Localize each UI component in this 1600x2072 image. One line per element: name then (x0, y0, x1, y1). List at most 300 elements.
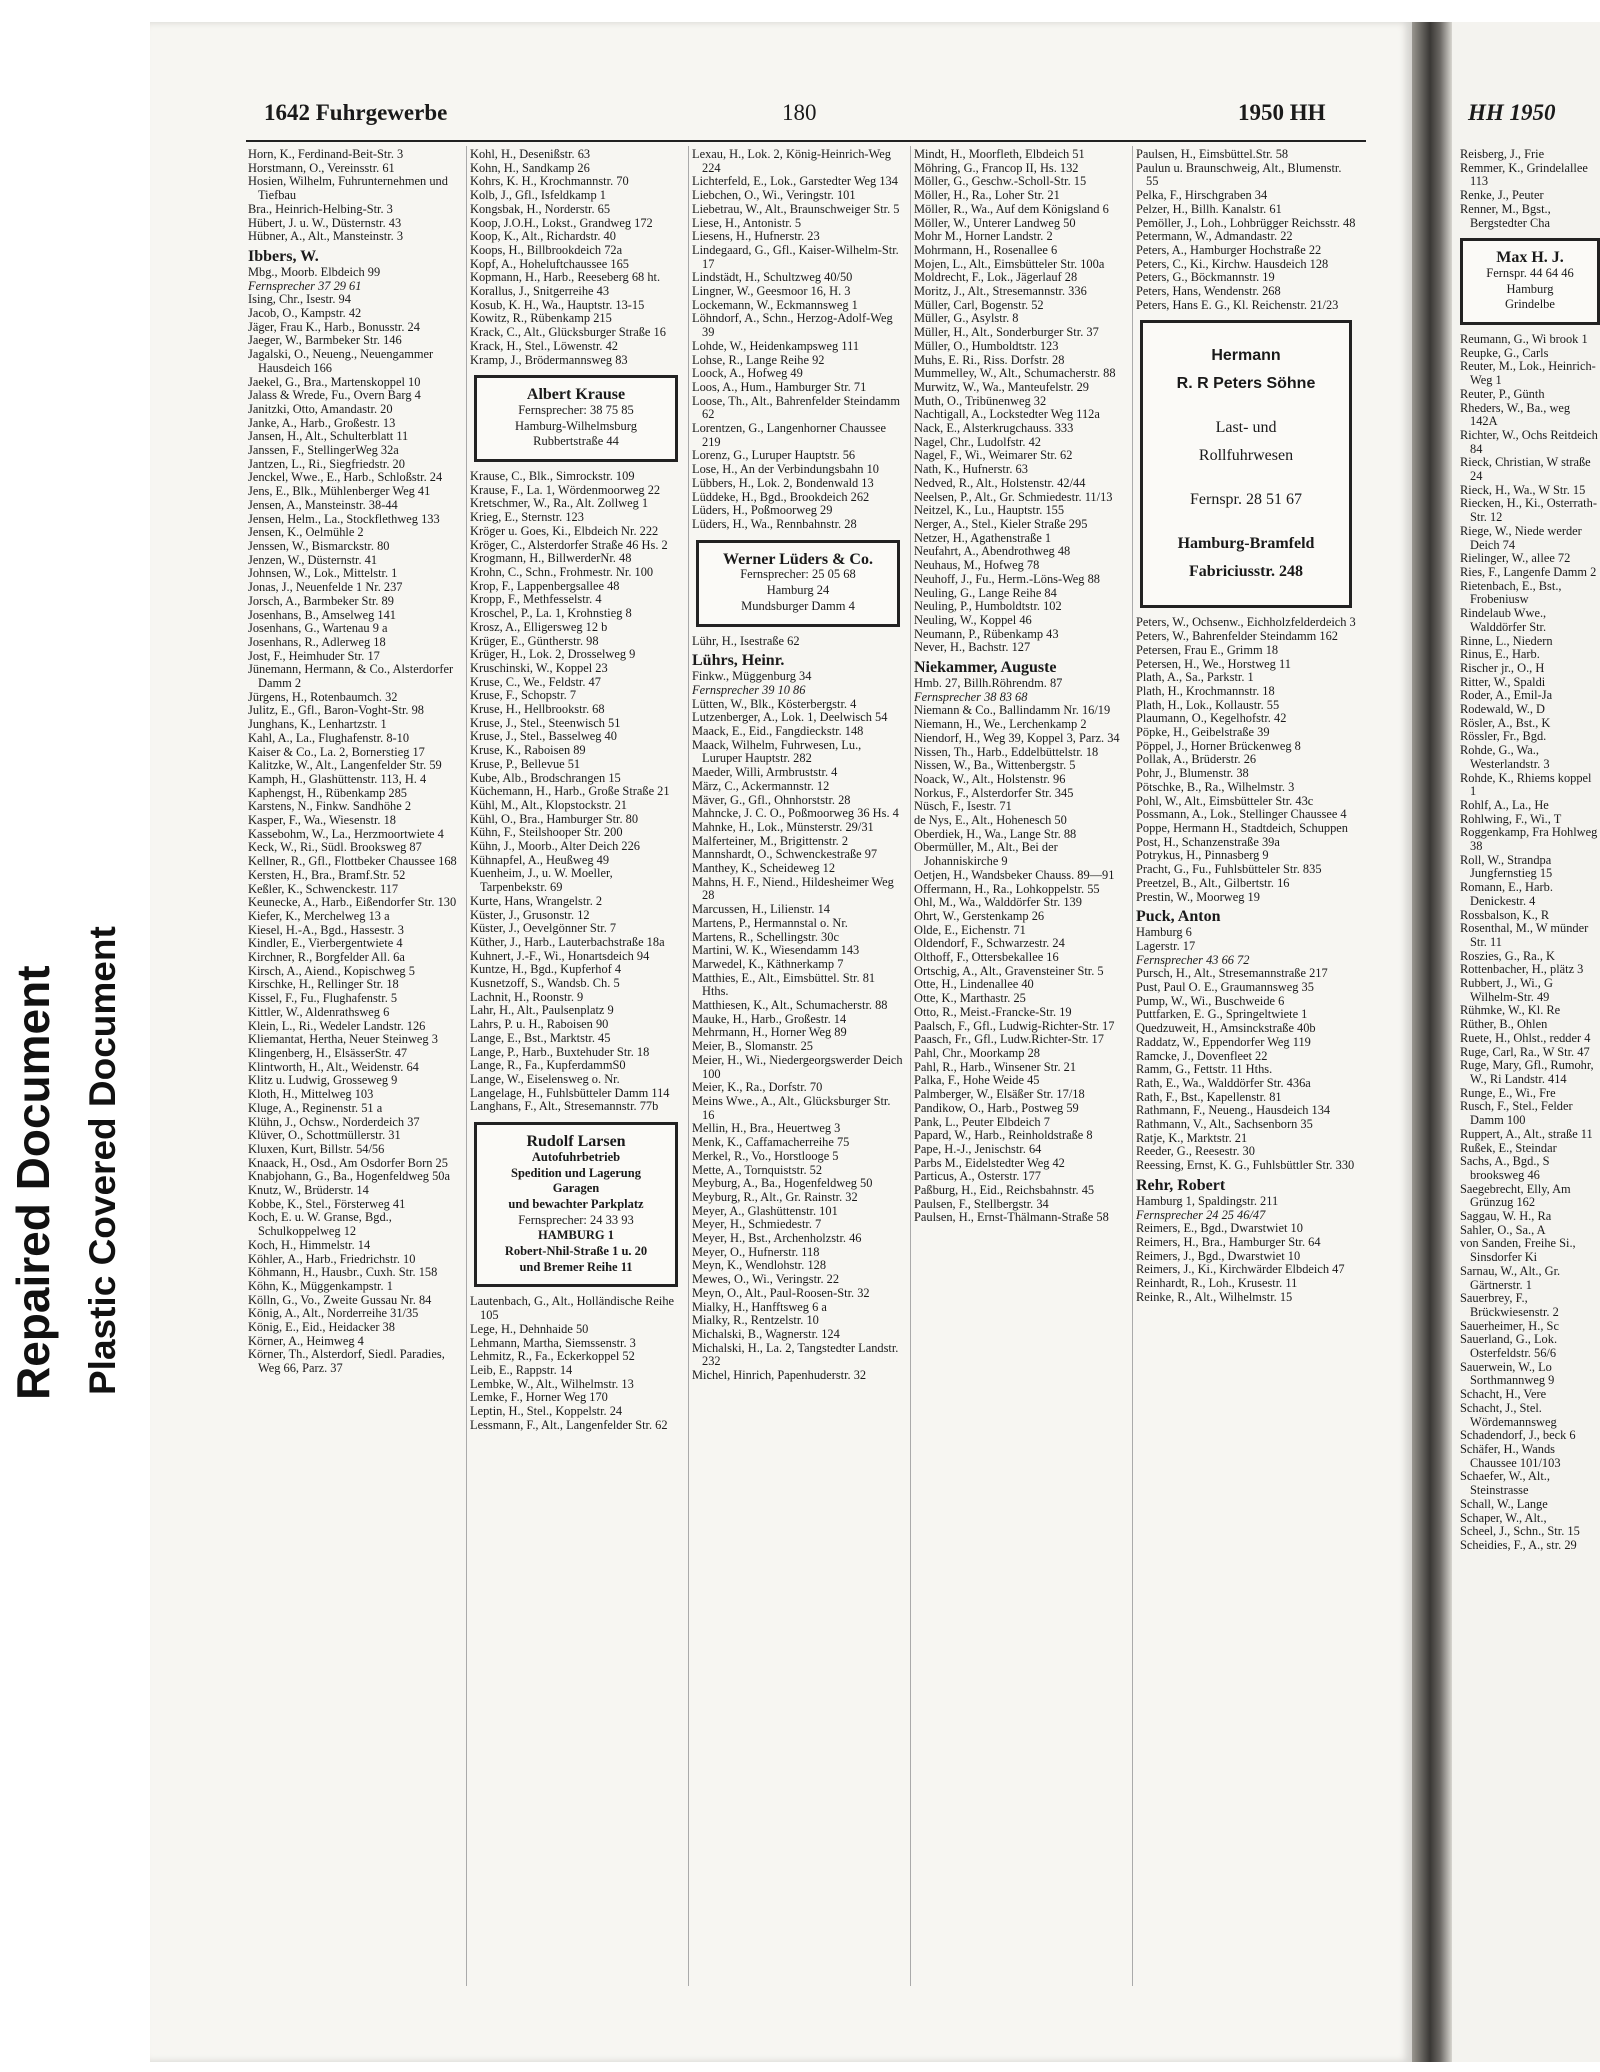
ad-street: Robert-Nhil-Straße 1 u. 20 (504, 1244, 648, 1259)
directory-entry: Sarnau, W., Alt., Gr. Gärtnerstr. 1 (1460, 1263, 1561, 1292)
directory-entry: Keck, W., Ri., Südl. Brooksweg 87 (248, 840, 422, 855)
directory-entry: Körner, Th., Alsterdorf, Siedl. Paradies, Weg 66, Parz. 37 (248, 1347, 445, 1376)
directory-entry: Riege, W., Niede werder Deich 74 (1460, 523, 1582, 552)
directory-entry: Netzer, H., Agathenstraße 1 (914, 530, 1052, 545)
directory-entry: Mummelley, W., Alt., Schumacherstr. 88 (914, 366, 1116, 381)
directory-entry: Körner, A., Heimweg 4 (248, 1333, 364, 1348)
directory-entry: Kiefer, K., Merchelweg 13 a (248, 908, 390, 923)
directory-entry: Meyburg, A., Ba., Hogenfeldweg 50 (692, 1176, 873, 1191)
directory-entry: Jagalski, O., Neueng., Neuengammer Hausdeich 166 (248, 347, 434, 375)
directory-entry: Horstmann, O., Vereinsstr. 61 (248, 160, 395, 175)
directory-entry: Schaefer, W., Alt., Steinstrasse (1460, 1469, 1551, 1498)
directory-entry: Schacht, J., Stel. Wördemannsweg (1460, 1400, 1557, 1429)
directory-entry: Paulun u. Braunschweig, Alt., Blumenstr. 55 (1136, 160, 1342, 189)
directory-entry: Koch, E. u. W. Granse, Bgd., Schulkoppelweg 12 (248, 1210, 392, 1239)
directory-entry: Kersten, H., Bra., Bramf.Str. 52 (248, 867, 406, 882)
directory-entry: Kittler, W., Aldenrathsweg 6 (248, 1004, 390, 1019)
directory-entry: Pandikow, O., Harb., Postweg 59 (914, 1100, 1079, 1115)
directory-entry: Manthey, K., Scheideweg 12 (692, 861, 836, 876)
directory-entry: Maack, Wilhelm, Fuhrwesen, Lu., Luruper Hauptstr. 282 (692, 737, 862, 766)
directory-entry: Möller, H., Ra., Loher Str. 21 (914, 188, 1060, 203)
directory-entry: Nath, K., Hufnerstr. 63 (914, 462, 1028, 477)
directory-entry: Janke, A., Harb., Großestr. 13 (248, 415, 396, 430)
directory-entry: Junghans, K., Lenhartzstr. 1 (248, 717, 387, 732)
directory-entry: Lohde, W., Heidenkampsweg 111 (692, 338, 860, 353)
directory-entry: Loose, Th., Alt., Bahrenfelder Steindamm 62 (692, 393, 900, 422)
directory-entry: Kohrs, K. H., Krochmannstr. 70 (470, 174, 629, 189)
directory-entry: Liebetrau, W., Alt., Braunschweiger Str. 5 (692, 201, 900, 216)
directory-entry: Langelage, H., Fuhlsbütteler Damm 114 (470, 1085, 670, 1100)
directory-entry: Rath, F., Bst., Kapellenstr. 81 (1136, 1089, 1282, 1104)
directory-entry: Knutz, W., Brüderstr. 14 (248, 1183, 369, 1198)
directory-entry: Jansen, H., Alt., Schulterblatt 11 (248, 429, 409, 444)
directory-entry: Hübert, J. u. W., Düsternstr. 43 (248, 215, 402, 230)
directory-entry: Kellner, R., Gfl., Flottbeker Chaussee 168 (248, 854, 457, 869)
directory-entry: Kasper, F., Wa., Wiesenstr. 18 (248, 813, 396, 828)
directory-entry: Köhn, K., Müggenkampstr. 1 (248, 1278, 393, 1293)
directory-entry: Richter, W., Ochs Reitdeich 84 (1460, 427, 1598, 456)
directory-entry: Oetjen, H., Wandsbeker Chauss. 89—91 (914, 867, 1115, 882)
directory-entry: Leib, E., Rappstr. 14 (470, 1362, 573, 1377)
directory-entry: Kiesel, H.-A., Bgd., Hassestr. 3 (248, 922, 404, 937)
directory-entry: Lübbers, H., Lok. 2, Bondenwald 13 (692, 475, 874, 490)
directory-entry: Pursch, H., Alt., Stresemannstraße 217 (1136, 966, 1328, 981)
directory-entry: Mäver, G., Gfl., Ohnhorststr. 28 (692, 792, 851, 807)
directory-entry: Kahl, A., La., Flughafenstr. 8-10 (248, 730, 410, 745)
directory-entry: Mette, A., Tornquiststr. 52 (692, 1162, 823, 1177)
directory-entry: Ruete, H., Ohlst., redder 4 (1460, 1030, 1591, 1045)
directory-entry: Rohde, K., Rhiems koppel 1 (1460, 770, 1592, 799)
directory-entry: Löhndorf, A., Schn., Herzog-Adolf-Weg 39 (692, 311, 893, 340)
directory-entry: Jens, E., Blk., Mühlenberger Weg 41 (248, 484, 431, 499)
directory-entry: Rathmann, V., Alt., Sachsenborn 35 (1136, 1117, 1313, 1132)
directory-entry: Rössler, Fr., Bgd. (1460, 729, 1547, 744)
directory-entry: Kindler, E., Vierbergentwiete 4 (248, 936, 403, 951)
directory-entry: Müller, G., Asylstr. 8 (914, 311, 1019, 326)
directory-entry: Jaekel, G., Bra., Martenskoppel 10 (248, 374, 421, 389)
directory-entry: Krohn, C., Schn., Frohmestr. Nr. 100 (470, 564, 654, 579)
directory-entry: Klein, L., Ri., Wedeler Landstr. 126 (248, 1018, 426, 1033)
ad-phone: Fernsprecher: 25 05 68 (740, 567, 856, 582)
directory-entry: Schacht, H., Vere (1460, 1387, 1547, 1402)
directory-column-1 (248, 148, 460, 2028)
directory-entry: Kropp, F., Methfesselstr. 4 (470, 592, 602, 607)
directory-entry: Neuling, P., Humboldtstr. 102 (914, 599, 1062, 614)
directory-entry: Petersen, H., We., Horstweg 11 (1136, 656, 1291, 671)
directory-entry: Keßler, K., Schwenckestr. 117 (248, 881, 399, 896)
directory-entry: Karstens, N., Finkw. Sandhöhe 2 (248, 799, 412, 814)
directory-entry: Menk, K., Caffamacherreihe 75 (692, 1135, 850, 1150)
directory-entry: Lange, W., Eiselensweg o. Nr. (470, 1072, 620, 1086)
ad-city: Hamburg (1506, 281, 1554, 296)
repaired-document-label: Repaired Document (7, 965, 59, 1400)
directory-entry: Ortschig, A., Alt., Gravensteiner Str. 5 (914, 963, 1104, 978)
directory-entry: Hosien, Wilhelm, Fuhrunternehmen und Tiefbau (248, 174, 448, 203)
directory-entry: Olthoff, F., Ottersbekallee 16 (914, 950, 1059, 965)
directory-entry: Josenhans, G., Wartenau 9 a (248, 621, 388, 636)
ad-street: Mundsburger Damm 4 (741, 598, 855, 613)
directory-entry: von Sanden, Freihe Si., Sinsdorfer Ki (1460, 1236, 1576, 1265)
directory-entry: Ruge, Carl, Ra., W Str. 47 (1460, 1044, 1590, 1059)
directory-entry: Peters, Hans, Wendenstr. 268 (1136, 284, 1281, 299)
directory-entry: Loos, A., Hum., Hamburger Str. 71 (692, 379, 867, 394)
directory-entry: Paulsen, H., Ernst-Thälmann-Straße 58 (914, 1210, 1109, 1225)
directory-entry: Krüger, H., Lok. 2, Drosselweg 9 (470, 647, 636, 662)
directory-entry: Kretschmer, W., Ra., Alt. Zollweg 1 (470, 496, 649, 511)
directory-entry: Matthiesen, K., Alt., Schumacherstr. 88 (692, 998, 888, 1013)
directory-entry: Rohlf, A., La., He (1460, 797, 1549, 812)
ad-street: und Bremer Reihe 11 (519, 1259, 633, 1274)
column-divider (466, 146, 467, 1986)
directory-entry: Plath, H., Lok., Kollaustr. 55 (1136, 697, 1280, 712)
advertisement-peters-soehne (1140, 320, 1352, 608)
directory-entry: Paasch, Fr., Gfl., Ludw.Richter-Str. 17 (914, 1032, 1104, 1047)
directory-entry: Liesens, H., Hufnerstr. 23 (692, 229, 820, 244)
directory-entry: Nedved, R., Alt., Holstenstr. 42/44 (914, 475, 1086, 490)
directory-entry: Michel, Hinrich, Papenhuderstr. 32 (692, 1368, 867, 1383)
directory-entry: Peters, A., Hamburger Hochstraße 22 (1136, 242, 1322, 257)
directory-entry: Lockemann, W., Eckmannsweg 1 (692, 297, 858, 312)
directory-entry: Klintworth, H., Alt., Weidenstr. 64 (248, 1059, 419, 1074)
ad-title: Albert Krause (526, 386, 626, 404)
directory-entry: Saggau, W. H., Ra (1460, 1209, 1552, 1224)
directory-entry: Meier, H., Wi., Niedergeorgswerder Deich 100 (692, 1052, 903, 1081)
directory-entry: Roggenkamp, Fra Hohlweg 38 (1460, 825, 1598, 854)
directory-entry: Kramp, J., Brödermannsweg 83 (470, 352, 628, 367)
column-divider (910, 146, 911, 1986)
directory-entry: Reuter, M., Lok., Heinrich-Weg 1 (1460, 359, 1596, 388)
directory-entry: Peters, Hans E. G., Kl. Reichenstr. 21/23 (1136, 297, 1339, 312)
directory-entry: Nüsch, F., Isestr. 71 (914, 799, 1012, 814)
directory-entry: Lehmitz, R., Fa., Eckerkoppel 52 (470, 1349, 635, 1364)
directory-entry: Finkw., Müggenburg 34 (692, 669, 812, 684)
directory-entry: Saegebrecht, Elly, Am Grünzug 162 (1460, 1181, 1571, 1210)
directory-entry: Reimers, E., Bgd., Dwarstwiet 10 (1136, 1221, 1303, 1236)
directory-entry: Ruge, Mary, Gfl., Rumohr, W., Ri Landstr. 414 (1460, 1058, 1594, 1086)
directory-page (150, 22, 1412, 2062)
directory-entry: Meyer, H., Bst., Archenholzstr. 46 (692, 1231, 862, 1246)
directory-entry: Lüders, H., Wa., Rennbahnstr. 28 (692, 516, 857, 531)
directory-entry: Josenhans, R., Adlerweg 18 (248, 634, 386, 649)
directory-entry: Leptin, H., Stel., Koppelstr. 24 (470, 1404, 623, 1419)
directory-entry: Michalski, H., La. 2, Tangstedter Landstr. 232 (692, 1340, 899, 1369)
directory-column-3 (692, 148, 904, 2028)
directory-entry: Jalass & Wrede, Fu., Overn Barg 4 (248, 388, 421, 403)
directory-entry: Jensen, Helm., La., Stockflethweg 133 (248, 511, 440, 526)
directory-entry: Mannshardt, O., Schwenckestraße 97 (692, 847, 878, 862)
directory-entry: Lühr, H., Isestraße 62 (692, 633, 800, 648)
directory-entry: Lingner, W., Geesmoor 16, H. 3 (692, 284, 851, 299)
directory-entry: Lorentzen, G., Langenhorner Chaussee 219 (692, 421, 887, 449)
directory-entry: Ramm, G., Fettstr. 11 Hths. (1136, 1062, 1273, 1077)
directory-entry: Petermann, W., Admandastr. 22 (1136, 229, 1293, 244)
directory-entry: Martens, R., Schellingstr. 30c (692, 929, 839, 944)
directory-entry: Kuhnert, J.-F., Wi., Honartsdeich 94 (470, 948, 650, 963)
directory-entry: Koch, H., Himmelstr. 14 (248, 1237, 371, 1252)
directory-entry: Pahl, Chr., Moorkamp 28 (914, 1046, 1040, 1060)
directory-entry: Neelsen, P., Alt., Gr. Schmiedestr. 11/13 (914, 489, 1113, 504)
directory-entry: Ries, F., Langenfe Damm 2 (1460, 564, 1597, 579)
directory-entry: Neuling, G., Lange Reihe 84 (914, 585, 1057, 600)
directory-entry: Lüddeke, H., Bgd., Brookdeich 262 (692, 489, 870, 504)
directory-entry: Kowitz, R., Rübenkamp 215 (470, 311, 612, 326)
directory-entry: Möhring, G., Francop II, Hs. 132 (914, 160, 1079, 175)
directory-entry: Klühn, J., Ochsw., Norderdeich 37 (248, 1114, 420, 1129)
facing-page (1452, 22, 1600, 2062)
directory-entry: Pemöller, J., Loh., Lohbrügger Reichsstr. 48 (1136, 215, 1356, 230)
ad-line: Rollfuhrwesen (1198, 447, 1294, 465)
ad-title: Hermann (1211, 347, 1281, 365)
directory-entry: Lührs, Heinr. (692, 652, 785, 670)
directory-entry: Neuling, W., Koppel 46 (914, 612, 1032, 627)
directory-entry: Puttfarken, E. G., Springeltwiete 1 (1136, 1007, 1308, 1022)
directory-entry: Runge, E., Wi., Fre (1460, 1085, 1556, 1100)
ad-title: R. R Peters Söhne (1176, 375, 1316, 393)
directory-entry: Kurte, Hans, Wrangelstr. 2 (470, 893, 603, 908)
directory-entry: Kopf, A., Hoheluftchaussee 165 (470, 256, 629, 271)
directory-entry: Krack, H., Stel., Löwenstr. 42 (470, 338, 618, 353)
directory-entry: Peters, W., Ochsenw., Eichholzfelderdeich 3 (1136, 615, 1356, 630)
directory-entry: Kühnapfel, A., Heußweg 49 (470, 852, 610, 867)
advertisement-rudolf-larsen (474, 1122, 678, 1287)
directory-entry: Schaper, W., Alt., (1460, 1510, 1547, 1525)
directory-entry: Lembke, W., Alt., Wilhelmstr. 13 (470, 1376, 634, 1391)
directory-entry: Lindegaard, G., Gfl., Kaiser-Wilhelm-Str. 17 (692, 242, 899, 271)
directory-entry: Reimers, J., Ki., Kirchwärder Elbdeich 47 (1136, 1262, 1345, 1277)
directory-entry: Kühn, J., Moorb., Alter Deich 226 (470, 839, 641, 854)
directory-entry: Köhler, A., Harb., Friedrichstr. 10 (248, 1251, 416, 1266)
directory-entry: Lagerstr. 17 (1136, 938, 1196, 953)
directory-entry: Nachtigall, A., Lockstedter Weg 112a (914, 407, 1100, 422)
directory-entry: Preetzel, B., Alt., Gilbertstr. 16 (1136, 875, 1290, 890)
directory-entry: Martens, P., Hermannstal o. Nr. (692, 915, 848, 930)
directory-entry: Kruse, J., Stel., Basselweg 40 (470, 729, 617, 744)
directory-entry: Martini, W. K., Wiesendamm 143 (692, 943, 860, 958)
directory-entry: Jenzen, W., Düsternstr. 41 (248, 552, 378, 567)
directory-entry: Kuntze, H., Bgd., Kupferhof 4 (470, 962, 622, 977)
directory-entry: Liese, H., Antonistr. 5 (692, 215, 802, 230)
directory-entry: Möller, W., Unterer Landweg 50 (914, 215, 1076, 230)
directory-entry: Pape, H.-J., Jenischstr. 64 (914, 1141, 1042, 1156)
directory-entry: Lange, R., Fa., KupferdammS0 (470, 1058, 626, 1073)
directory-entry: Moritz, J., Alt., Stresemannstr. 336 (914, 284, 1087, 299)
directory-entry: Pötschke, B., Ra., Wilhelmstr. 3 (1136, 779, 1295, 794)
directory-entry: Jonas, J., Neuenfelde 1 Nr. 237 (248, 580, 403, 595)
directory-entry: Reeder, G., Reesestr. 30 (1136, 1144, 1255, 1159)
directory-entry: Ramcke, J., Dovenfleet 22 (1136, 1048, 1268, 1063)
directory-entry: Mindt, H., Moorfleth, Elbdeich 51 (914, 148, 1085, 161)
directory-entry: Langhans, F., Alt., Stresemannstr. 77b (470, 1099, 659, 1114)
directory-entry: Lorenz, G., Luruper Hauptstr. 56 (692, 448, 856, 463)
directory-entry: Niemann & Co., Ballindamm Nr. 16/19 (914, 703, 1111, 718)
directory-entry: Kusnetzoff, S., Wandsb. Ch. 5 (470, 976, 620, 991)
ad-street: Fabriciusstr. 248 (1188, 563, 1304, 581)
directory-entry: Jenssen, W., Bismarckstr. 80 (248, 538, 390, 553)
directory-entry: Sauerheimer, H., Sc (1460, 1318, 1559, 1333)
directory-entry: Rindelaub Wwe., Walddörfer Str. (1460, 606, 1547, 634)
directory-entry: Malferteiner, M., Brigittenstr. 2 (692, 833, 849, 848)
directory-entry: Plath, H., Krochmannstr. 18 (1136, 683, 1275, 698)
directory-entry: Sauerbrey, F., Brückwiesenstr. 2 (1460, 1291, 1559, 1319)
directory-entry: de Nys, E., Alt., Hohenesch 50 (914, 813, 1067, 828)
advertisement-max-h-j (1460, 238, 1600, 325)
directory-entry: März, C., Ackermannstr. 12 (692, 778, 830, 793)
directory-entry: Jacob, O., Kampstr. 42 (248, 306, 362, 321)
ad-phone: Fernsprecher: 38 75 85 (518, 402, 634, 417)
directory-entry: Küster, J., Grusonstr. 12 (470, 907, 590, 922)
directory-entry: Liebchen, O., Wi., Veringstr. 101 (692, 188, 856, 203)
directory-entry: Keunecke, A., Harb., Eißendorfer Str. 130 (248, 895, 457, 910)
directory-entry: Kruse, H., Hellbrookstr. 68 (470, 702, 605, 717)
directory-entry: Kluxen, Kurt, Billstr. 54/56 (248, 1141, 385, 1156)
directory-entry: Loock, A., Hofweg 49 (692, 366, 803, 381)
directory-entry: Kalitzke, W., Alt., Langenfelder Str. 59 (248, 758, 442, 773)
directory-entry: Neumann, P., Rübenkamp 43 (914, 626, 1059, 641)
directory-entry: Ohrt, W., Gerstenkamp 26 (914, 908, 1045, 923)
directory-entry: Ruppert, A., Alt., straße 11 (1460, 1126, 1593, 1141)
directory-entry: Otte, H., Lindenallee 40 (914, 977, 1034, 992)
directory-entry: Rieck, H., Wa., W Str. 15 (1460, 482, 1586, 497)
page-header-section: 1642 Fuhrgewerbe (264, 100, 448, 125)
directory-entry: Petersen, Frau E., Grimm 18 (1136, 642, 1279, 657)
directory-entry: Kliemantat, Hertha, Neuer Steinweg 3 (248, 1032, 438, 1047)
directory-entry: Pank, L., Peuter Elbdeich 7 (914, 1114, 1050, 1129)
directory-entry: Pohr, J., Blumenstr. 38 (1136, 766, 1249, 781)
directory-entry: Jünemann, Hermann, & Co., Alsterdorfer Damm 2 (248, 662, 454, 691)
directory-entry: Otte, K., Marthastr. 25 (914, 991, 1026, 1006)
directory-entry: Mahncke, J. C. O., Poßmoorweg 36 Hs. 4 (692, 806, 899, 821)
directory-entry: Palmberger, W., Elsäßer Str. 17/18 (914, 1087, 1085, 1102)
directory-entry: Post, H., Schanzenstraße 39a (1136, 834, 1280, 849)
directory-entry: Kohn, H., Sandkamp 26 (470, 160, 590, 175)
directory-entry: Maack, E., Eid., Fangdieckstr. 148 (692, 724, 864, 739)
directory-entry: Ibbers, W. (248, 247, 319, 265)
directory-entry: Quedzuweit, H., Amsinckstraße 40b (1136, 1021, 1316, 1036)
directory-entry: Paulsen, H., Eimsbüttel.Str. 58 (1136, 148, 1289, 161)
directory-entry: Kassebohm, W., La., Herzmoortwiete 4 (248, 826, 444, 841)
directory-entry: Lange, E., Bst., Marktstr. 45 (470, 1030, 611, 1045)
directory-entry: Lautenbach, G., Alt., Holländische Reihe 105 (470, 1294, 675, 1323)
directory-entry: Roder, A., Emil-Ja (1460, 688, 1553, 703)
directory-entry: Nack, E., Alsterkrugchauss. 333 (914, 421, 1074, 436)
ad-title: Max H. J. (1496, 249, 1564, 267)
directory-entry: Janitzki, Otto, Amandastr. 20 (248, 401, 393, 416)
directory-entry: Sahler, O., Sa., A (1460, 1222, 1546, 1237)
directory-entry: Reumann, G., Wi brook 1 (1460, 332, 1588, 347)
directory-entry: Neuhaus, M., Hofweg 78 (914, 558, 1040, 573)
page-number: 180 (782, 100, 817, 125)
directory-entry: Rüther, B., Ohlen (1460, 1017, 1548, 1032)
directory-entry: Meyer, H., Schmiedestr. 7 (692, 1217, 822, 1232)
directory-entry: Rohde, G., Wa., Westerlandstr. 3 (1460, 743, 1550, 771)
ad-line: Autofuhrbetrieb (531, 1149, 621, 1164)
directory-entry: Rinne, L., Niedern (1460, 633, 1553, 648)
directory-entry: Lohse, R., Lange Reihe 92 (692, 352, 825, 367)
directory-entry: Kluge, A., Reginenstr. 51 a (248, 1100, 383, 1115)
directory-entry: Reupke, G., Carls (1460, 345, 1549, 360)
directory-entry: Krop, F., Lappenbergsallee 48 (470, 578, 620, 593)
directory-entry: Merkel, R., Vo., Horstlooge 5 (692, 1148, 839, 1163)
directory-entry: Lichterfeld, E., Lok., Garstedter Weg 134 (692, 174, 898, 189)
directory-entry: Meyer, O., Hufnerstr. 118 (692, 1244, 820, 1259)
directory-entry: Fernsprecher 37 29 61 (248, 278, 362, 293)
directory-entry: Mehrmann, H., Horner Weg 89 (692, 1025, 847, 1040)
directory-entry: Rischer jr., O., H (1460, 660, 1545, 675)
directory-entry: Meyn, O., Alt., Paul-Roosen-Str. 32 (692, 1285, 870, 1300)
directory-entry: Kruse, C., We., Feldstr. 47 (470, 674, 601, 689)
directory-entry: Krack, C., Alt., Glücksburger Straße 16 (470, 325, 666, 340)
directory-entry: Knabjohann, G., Ba., Hogenfeldweg 50a (248, 1169, 450, 1184)
directory-entry: Mellin, H., Bra., Heuertweg 3 (692, 1121, 841, 1136)
directory-entry: Mialky, R., Rentzelstr. 10 (692, 1313, 819, 1328)
directory-entry: Kühl, O., Bra., Hamburger Str. 80 (470, 811, 639, 826)
directory-entry: Schall, W., Lange (1460, 1496, 1548, 1511)
directory-entry: Marcussen, H., Lilienstr. 14 (692, 902, 830, 917)
directory-entry: Korallus, J., Snitgerreihe 43 (470, 284, 610, 299)
directory-entry: Josenhans, B., Amselweg 141 (248, 607, 396, 622)
directory-entry: Johnsen, W., Lok., Mittelstr. 1 (248, 566, 398, 581)
directory-entry: Kamph, H., Glashüttenstr. 113, H. 4 (248, 771, 427, 786)
directory-entry: Sachs, A., Bgd., S brooksweg 46 (1460, 1154, 1550, 1182)
directory-entry: Kruse, F., Schopstr. 7 (470, 688, 577, 703)
directory-entry: Norkus, F., Alsterdorfer Str. 345 (914, 785, 1074, 800)
ad-city: Hamburg-Wilhelmsburg (515, 418, 637, 433)
directory-entry: Rusch, F., Stel., Felder Damm 100 (1460, 1099, 1573, 1128)
directory-entry: Lütten, W., Blk., Kösterbergstr. 4 (692, 696, 857, 711)
directory-entry: Klitz u. Ludwig, Grosseweg 9 (248, 1073, 398, 1088)
column-divider (1132, 146, 1133, 1986)
directory-entry: Moldrecht, F., Lok., Jägerlauf 28 (914, 270, 1078, 285)
directory-entry: Neitzel, K., Lu., Hauptstr. 155 (914, 503, 1065, 518)
directory-entry: Papard, W., Harb., Reinholdstraße 8 (914, 1128, 1093, 1143)
directory-entry: Kruschinski, W., Koppel 23 (470, 660, 608, 675)
header-rule (246, 140, 1366, 142)
directory-entry: Horn, K., Ferdinand-Beit-Str. 3 (248, 148, 404, 161)
directory-entry: Pahl, R., Harb., Winsener Str. 21 (914, 1059, 1077, 1074)
directory-entry: Lüders, H., Poßmoorweg 29 (692, 503, 833, 518)
directory-entry: Kröger, C., Alsterdorfer Straße 46 Hs. 2 (470, 537, 668, 552)
directory-entry: Rühmke, W., Kl. Re (1460, 1003, 1561, 1018)
directory-entry: Reimers, J., Bgd., Dwarstwiet 10 (1136, 1248, 1301, 1263)
directory-entry: Kruse, K., Raboisen 89 (470, 743, 586, 758)
directory-entry: Sauerwein, W., Lo Sorthmannweg 9 (1460, 1359, 1555, 1388)
directory-entry: Fernsprecher 24 25 46/47 (1136, 1207, 1266, 1222)
directory-entry: Kruse, P., Bellevue 51 (470, 756, 581, 771)
directory-entry: Meyer, A., Glashüttenstr. 101 (692, 1203, 838, 1218)
directory-entry: Niekammer, Auguste (914, 659, 1057, 677)
directory-column-4 (914, 148, 1126, 2028)
directory-entry: Particus, A., Osterstr. 177 (914, 1169, 1041, 1184)
directory-entry: Köhmann, H., Hausbr., Cuxh. Str. 158 (248, 1265, 438, 1280)
directory-entry: Lindstädt, H., Schultzweg 40/50 (692, 270, 853, 285)
directory-entry: Janssen, F., StellingerWeg 32a (248, 443, 399, 458)
directory-entry: Müller, O., Humboldtstr. 123 (914, 338, 1059, 353)
directory-entry: Lessmann, F., Alt., Langenfelder Str. 62 (470, 1417, 668, 1432)
directory-entry: Kaphengst, H., Rübenkamp 285 (248, 785, 407, 800)
directory-entry: Peters, C., Ki., Kirchw. Hausdeich 128 (1136, 256, 1329, 271)
directory-entry: Niemann, H., We., Lerchenkamp 2 (914, 717, 1087, 732)
directory-entry: Lahrs, P. u. H., Raboisen 90 (470, 1017, 609, 1032)
directory-entry: Nagel, F., Wi., Weimarer Str. 62 (914, 448, 1073, 463)
directory-column-2 (470, 148, 682, 2028)
directory-entry: Peters, G., Böckmannstr. 19 (1136, 270, 1275, 285)
directory-entry: Hmb. 27, Billh.Röhrendm. 87 (914, 676, 1063, 691)
directory-entry: Rösler, A., Bst., K (1460, 715, 1551, 730)
ad-line: Garagen (552, 1181, 600, 1196)
directory-entry: Rubbert, J., Wi., G Wilhelm-Str. 49 (1460, 976, 1553, 1004)
directory-entry: Puck, Anton (1136, 908, 1221, 926)
directory-entry: Lemke, F., Horner Weg 170 (470, 1390, 608, 1405)
